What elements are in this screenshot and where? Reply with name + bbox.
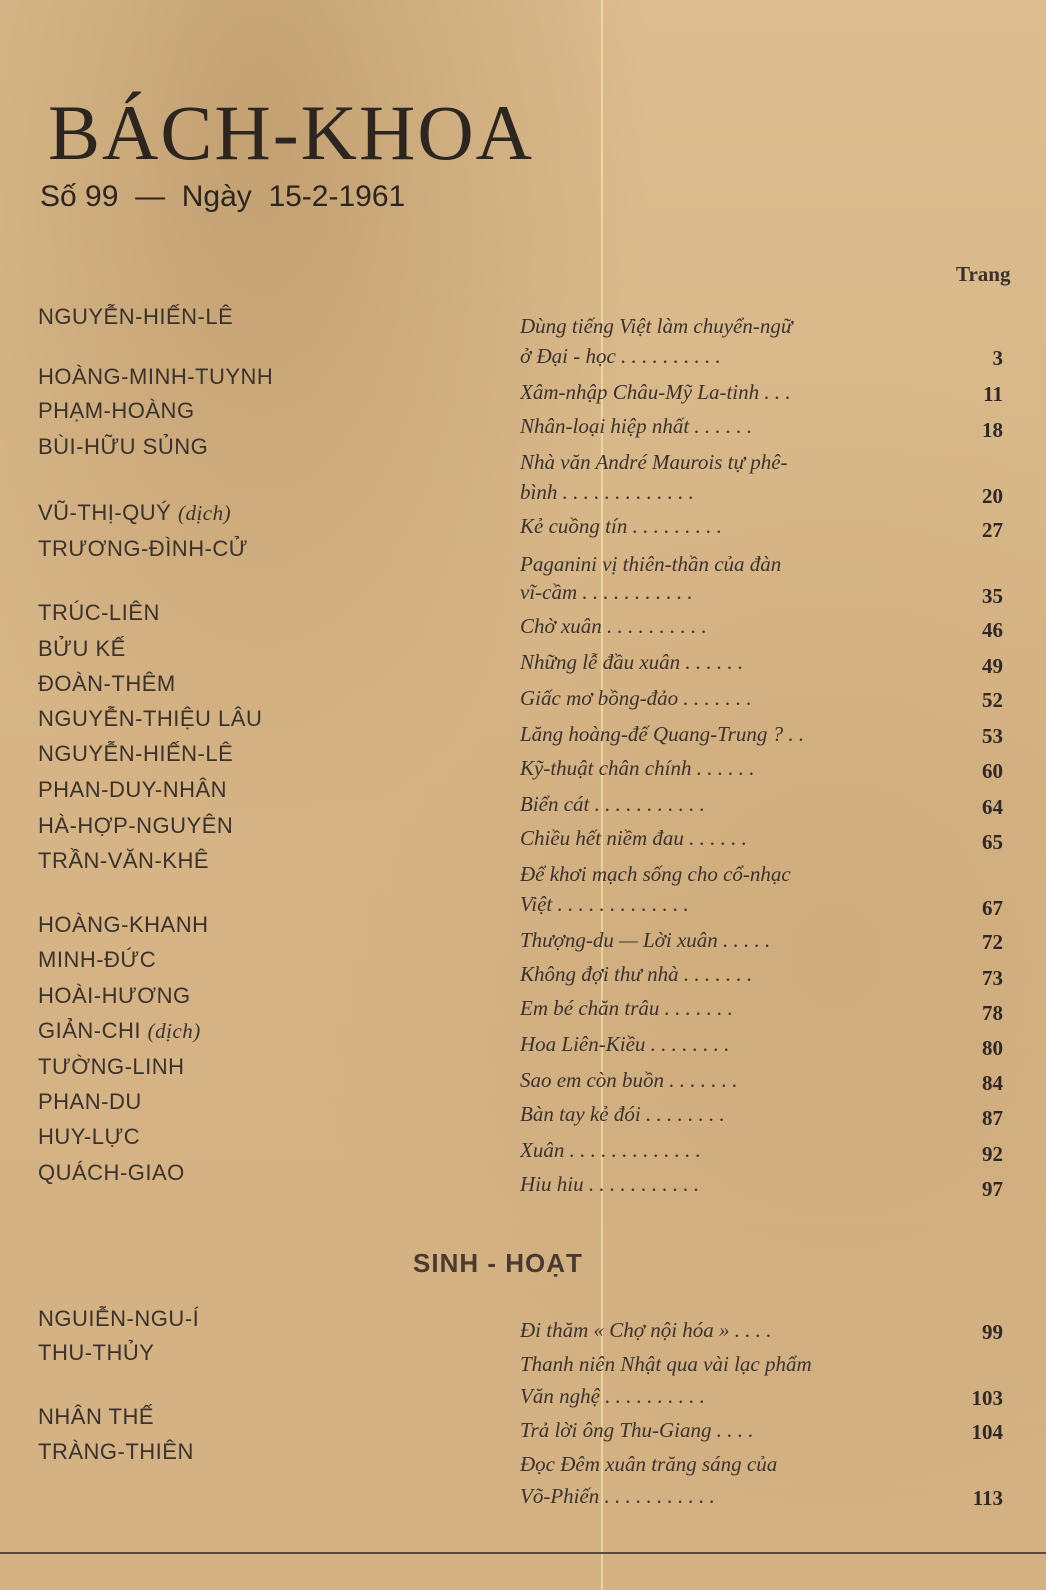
article-title: Thanh niên Nhật qua vài lạc phẩm: [520, 1352, 812, 1376]
author-name: NGUYỄN-THIỆU LÂU: [38, 706, 263, 731]
article-title: Xuân . . . . . . . . . . . . .: [520, 1138, 701, 1162]
magazine-masthead: BÁCH-KHOA: [48, 89, 534, 176]
article-title: Giấc mơ bồng-đảo . . . . . . .: [520, 686, 752, 710]
page-number: 97: [982, 1177, 1003, 1201]
page-number: 46: [982, 618, 1003, 642]
page-number: 67: [982, 896, 1003, 920]
article-title: Bàn tay kẻ đói . . . . . . . .: [520, 1102, 725, 1126]
page-number: 113: [972, 1486, 1003, 1510]
page-number: 87: [982, 1106, 1003, 1130]
bottom-divider: [0, 1552, 1046, 1554]
author-name: THU-THỦY: [38, 1340, 155, 1365]
article-title: Lăng hoàng-đế Quang-Trung ? . .: [520, 722, 805, 746]
article-title: Em bé chăn trâu . . . . . . .: [520, 996, 733, 1020]
article-title: Chiều hết niềm đau . . . . . .: [520, 826, 747, 850]
author-name: PHAN-DUY-NHÂN: [38, 777, 228, 802]
author-name: VŨ-THỊ-QUÝ (dịch): [38, 500, 232, 525]
page-number: 92: [982, 1142, 1003, 1166]
author-name: NHÂN THẾ: [38, 1404, 155, 1429]
author-name: GIẢN-CHI (dịch): [38, 1018, 201, 1043]
issue-number-date: Số 99 — Ngày 15-2-1961: [40, 180, 406, 213]
author-name: HÀ-HỢP-NGUYÊN: [38, 813, 234, 838]
page-number: 11: [983, 382, 1003, 406]
author-name: HOÀI-HƯƠNG: [38, 983, 191, 1008]
page-number: 72: [982, 930, 1003, 954]
section-heading-sinh-hoat: SINH - HOẠT: [413, 1248, 583, 1278]
page-number: 49: [982, 654, 1003, 678]
author-name: PHẠM-HOÀNG: [38, 398, 195, 423]
article-title: Dùng tiếng Việt làm chuyển-ngữ: [520, 314, 793, 338]
page-number: 64: [982, 795, 1003, 819]
author-name: ĐOÀN-THÊM: [38, 671, 176, 696]
author-name: HUY-LỰC: [38, 1124, 141, 1149]
page-number: 53: [982, 724, 1003, 748]
page-number: 18: [982, 418, 1003, 442]
article-title: Đi thăm « Chợ nội hóa » . . . .: [520, 1318, 772, 1342]
page-number: 27: [982, 518, 1003, 542]
page-number: 78: [982, 1001, 1003, 1025]
article-title: Thượng-du — Lời xuân . . . . .: [520, 928, 771, 952]
author-name: NGUYỄN-HIẾN-LÊ: [38, 741, 234, 766]
author-name: BÙI-HỮU SỦNG: [38, 434, 209, 459]
author-name: NGUIỄN-NGU-Í: [38, 1306, 200, 1331]
page-number: 104: [971, 1420, 1003, 1444]
article-title-continuation: Việt . . . . . . . . . . . . .: [520, 892, 689, 916]
article-title-continuation: Văn nghệ . . . . . . . . . .: [520, 1384, 705, 1408]
page-number: 99: [982, 1320, 1003, 1344]
page-number: 65: [982, 830, 1003, 854]
article-title: Paganini vị thiên-thần của đàn: [520, 552, 782, 576]
author-name: HOÀNG-MINH-TUYNH: [38, 364, 274, 389]
article-title: Chờ xuân . . . . . . . . . .: [520, 614, 707, 638]
page-number: 84: [982, 1071, 1003, 1095]
author-name: TƯỜNG-LINH: [38, 1054, 185, 1079]
article-title-continuation: bình . . . . . . . . . . . . .: [520, 480, 694, 504]
page-number: 20: [982, 484, 1003, 508]
page-number: 35: [982, 584, 1003, 608]
author-name: TRƯƠNG-ĐÌNH-CỬ: [38, 536, 249, 561]
author-name: HOÀNG-KHANH: [38, 912, 209, 937]
article-title: Hiu hiu . . . . . . . . . . .: [520, 1172, 700, 1196]
author-name: PHAN-DU: [38, 1089, 142, 1114]
page-number: 3: [992, 346, 1003, 370]
article-title: Sao em còn buồn . . . . . . .: [520, 1068, 738, 1092]
author-name: TRÚC-LIÊN: [38, 600, 160, 625]
page-number: 60: [982, 759, 1003, 783]
article-title: Đọc Đêm xuân trăng sáng của: [520, 1452, 778, 1476]
article-title-continuation: ở Đại - học . . . . . . . . . .: [520, 344, 721, 368]
article-title: Hoa Liên-Kiều . . . . . . . .: [520, 1032, 730, 1056]
article-title: Biển cát . . . . . . . . . . .: [520, 792, 705, 816]
page-number: 52: [982, 688, 1003, 712]
article-title: Nhà văn André Maurois tự phê-: [520, 450, 788, 474]
article-title: Kẻ cuồng tín . . . . . . . . .: [520, 514, 722, 538]
translator-note: (dịch): [147, 1019, 201, 1043]
author-name: NGUYỄN-HIẾN-LÊ: [38, 304, 234, 329]
article-title: Những lễ đầu xuân . . . . . .: [520, 650, 744, 674]
author-name: QUÁCH-GIAO: [38, 1160, 185, 1185]
article-title: Để khơi mạch sống cho cổ-nhạc: [520, 862, 791, 886]
author-name: TRẦN-VĂN-KHÊ: [38, 848, 210, 873]
author-name: TRÀNG-THIÊN: [38, 1439, 194, 1464]
article-title-continuation: Võ-Phiến . . . . . . . . . . .: [520, 1484, 715, 1508]
author-name: MINH-ĐỨC: [38, 947, 157, 972]
article-title: Kỹ-thuật chân chính . . . . . .: [520, 756, 755, 780]
article-title: Trả lời ông Thu-Giang . . . .: [520, 1418, 754, 1442]
page-column-label: Trang: [956, 262, 1011, 286]
article-title: Không đợi thư nhà . . . . . . .: [520, 962, 753, 986]
page-number: 103: [971, 1386, 1003, 1410]
author-name: BỬU KẾ: [38, 636, 126, 661]
article-title: Xâm-nhập Châu-Mỹ La-tinh . . .: [520, 380, 791, 404]
article-title: Nhân-loại hiệp nhất . . . . . .: [520, 414, 753, 438]
article-title-continuation: vĩ-cầm . . . . . . . . . . .: [520, 580, 693, 604]
translator-note: (dịch): [177, 501, 232, 525]
page-number: 80: [982, 1036, 1003, 1060]
page-number: 73: [982, 966, 1003, 990]
